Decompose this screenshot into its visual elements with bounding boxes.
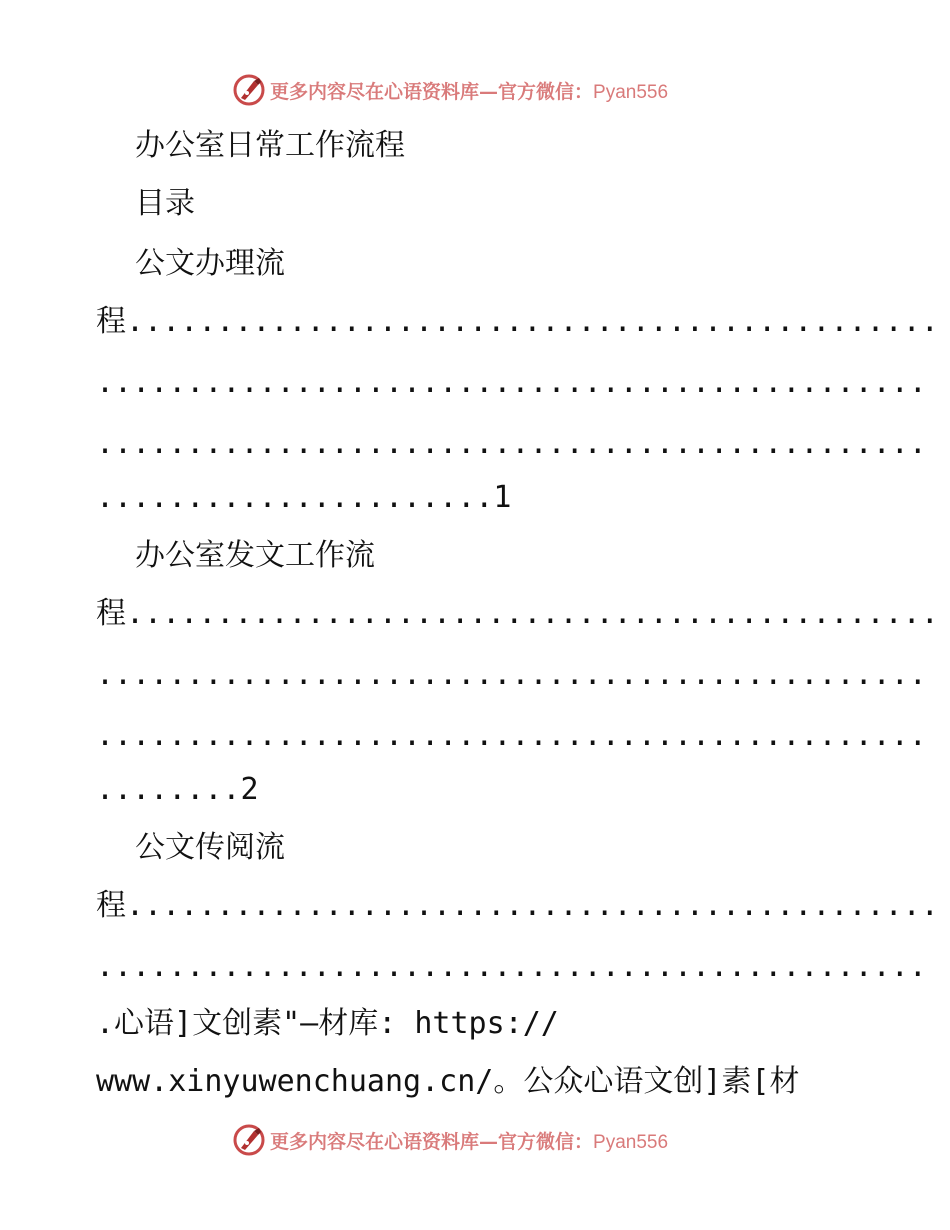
toc-page-number: 2	[240, 772, 259, 807]
banner-text: 更多内容尽在心语资料库—官方微信：Pyan556	[270, 80, 669, 103]
toc-entry-leader-start: 程.............................................	[96, 888, 939, 923]
dot-leader: .............................................	[126, 888, 939, 923]
toc-entry-leader-start: 程.............................................	[96, 596, 939, 631]
banner-wechat-id: Pyan556	[593, 1131, 669, 1153]
toc-entry-label: 公文传阅流	[135, 830, 285, 865]
toc-entry-label: 公文办理流	[135, 246, 285, 281]
toc-entry-leader-start: 程.............................................	[96, 304, 939, 339]
header-watermark-banner	[232, 70, 712, 110]
toc-page-number: 1	[493, 480, 512, 515]
footer-watermark-banner	[232, 1120, 712, 1160]
dot-leader-line: ..............................................	[96, 657, 927, 692]
watermark-text-line: www.xinyuwenchuang.cn/。公众心语文创]素[材	[96, 1064, 800, 1099]
pen-nib-logo-icon	[232, 1123, 266, 1157]
banner-text: 更多内容尽在心语资料库—官方微信：Pyan556	[270, 1130, 669, 1153]
dot-leader-line: ..............................................	[96, 718, 927, 753]
watermark-text-line: .心语]文创素"—材库: https://	[96, 1006, 559, 1041]
toc-entry-label: 办公室发文工作流	[135, 538, 375, 573]
toc-heading: 目录	[135, 186, 195, 221]
banner-wechat-id: Pyan556	[593, 81, 669, 103]
document-title: 办公室日常工作流程	[135, 128, 405, 163]
dot-leader-line: ..............................................	[96, 426, 927, 461]
toc-entry-page-line: ........2	[96, 772, 259, 807]
dot-leader-line: ..............................................	[96, 949, 927, 984]
dot-leader-line: ..............................................	[96, 365, 927, 400]
dot-leader: .............................................	[126, 304, 939, 339]
dot-leader: .............................................	[126, 596, 939, 631]
pen-nib-logo-icon	[232, 73, 266, 107]
toc-entry-page-line: ......................1	[96, 480, 512, 515]
